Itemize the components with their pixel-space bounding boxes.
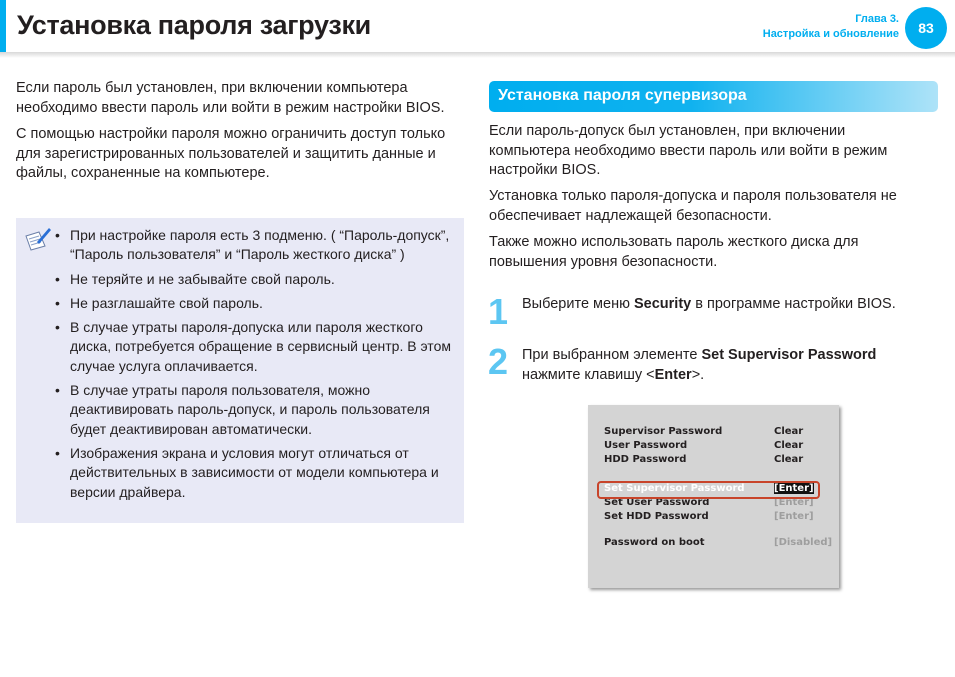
step-text: >. [691, 366, 705, 383]
bios-value: Clear [774, 440, 804, 451]
bios-row [604, 497, 834, 511]
note-item: • Не теряйте и не забывайте свой пароль. [70, 270, 455, 289]
title-accent-bar [0, 0, 6, 52]
bios-label: Set User Password [604, 497, 710, 508]
bios-value: Clear [774, 426, 804, 437]
note-item: • В случае утраты пароля пользователя, можно деактивировать пароль-допуск, и пароль пользователя будет деактивирован автоматически. [70, 381, 455, 439]
bios-value: [Enter] [774, 511, 814, 522]
bios-value: [Disabled] [774, 537, 833, 548]
chapter-number: Глава 3. [855, 13, 899, 25]
bios-label: Set HDD Password [604, 511, 709, 522]
bios-label: Password on boot [604, 537, 705, 548]
page-title: Установка пароля загрузки [17, 10, 371, 40]
section-paragraph-2: Установка только пароля-допуска и пароля пользователя не обеспечивает надлежащей безопасности. [489, 188, 897, 224]
intro-paragraph-2: С помощью настройки пароля можно ограничить доступ только для зарегистрированных пользователей и защитить данные и файлы, сохраненные на компьютере. [16, 126, 446, 181]
header-divider [0, 52, 955, 58]
chapter-title: Настройка и обновление [762, 28, 899, 40]
step-text: нажмите клавишу < [522, 366, 655, 383]
step-text: При выбранном элементе [522, 347, 702, 363]
bios-value: Clear [774, 454, 804, 465]
section-heading: Установка пароля супервизора [489, 81, 938, 112]
bios-row [604, 511, 834, 525]
note-list [70, 226, 455, 507]
step-2-text [522, 346, 932, 385]
note-box [16, 218, 464, 523]
page-number: 83 [905, 7, 947, 49]
note-item: • Изображения экрана и условия могут отличаться от действительных в зависимости от модели компьютера и версии драйвера. [70, 444, 455, 502]
bios-label: Supervisor Password [604, 426, 723, 437]
bios-label: User Password [604, 440, 688, 451]
step-1-text [522, 295, 932, 315]
note-item: • При настройке пароля есть 3 подменю. ( “Пароль-допуск”, “Пароль пользователя” и “Пароль жесткого диска” ) [70, 226, 455, 265]
step-keyword: Set Supervisor Password [701, 347, 877, 363]
bios-value-highlight: [Enter] [774, 483, 814, 494]
step-number: 2 [488, 341, 509, 382]
section-paragraph-1: Если пароль-допуск был установлен, при включении компьютера необходимо ввести пароль или войти в режим настройки BIOS. [489, 123, 888, 178]
note-item: • Не разглашайте свой пароль. [70, 294, 455, 313]
note-pen-icon [23, 224, 53, 254]
bios-row [604, 537, 834, 551]
step-text: Выберите меню [522, 296, 634, 312]
bios-value: [Enter] [774, 497, 814, 508]
bios-row [604, 426, 834, 440]
step-number: 1 [488, 291, 509, 332]
section-paragraph-3: Также можно использовать пароль жесткого диска для повышения уровня безопасности. [489, 234, 859, 270]
note-item: • В случае утраты пароля-допуска или пароля жесткого диска, потребуется обращение в сервисный центр. В этом случае услуга оплачивается. [70, 318, 455, 376]
bios-label: Set Supervisor Password [604, 483, 745, 494]
bios-row [604, 454, 834, 468]
step-text: в программе настройки BIOS. [691, 296, 896, 312]
step-keyword: Enter [654, 366, 692, 383]
bios-screenshot [588, 405, 839, 588]
bios-row [604, 440, 834, 454]
bios-label: HDD Password [604, 454, 687, 465]
selection-highlight-outline [597, 481, 820, 499]
step-keyword: Security [633, 296, 692, 312]
intro-paragraph-1: Если пароль был установлен, при включении компьютера необходимо ввести пароль или войти в режим настройки BIOS. [16, 80, 445, 116]
chapter-label [763, 12, 899, 42]
